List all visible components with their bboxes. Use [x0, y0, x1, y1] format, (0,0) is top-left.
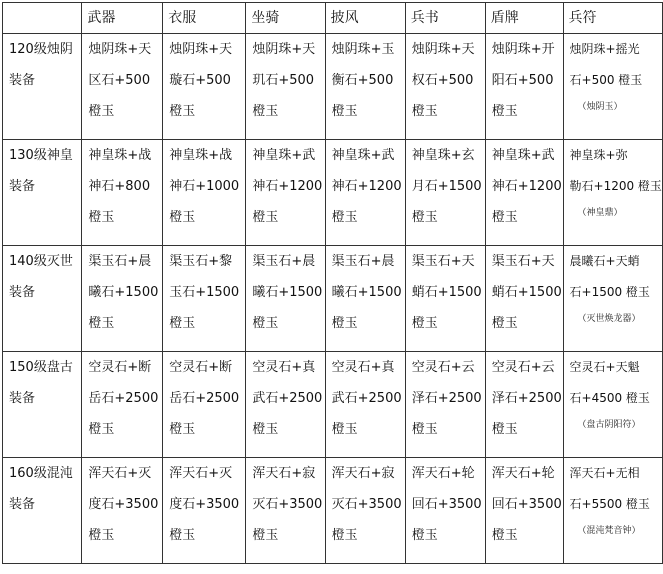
cell-token [563, 352, 662, 458]
cell-line: 烛阴珠+天 [88, 42, 152, 57]
cell-line: 浑天石+灭 [88, 466, 152, 481]
row-header-line: 160级混沌 [9, 466, 73, 481]
cell-cloak [325, 458, 405, 564]
cell-token [563, 458, 662, 564]
cell-line: 泽石+2500 [491, 391, 562, 406]
cell-line: 橙玉 [88, 422, 115, 437]
cell-line: 空灵石+断 [88, 360, 152, 375]
cell-line: 神石+1200 [331, 179, 402, 194]
cell-clothes [163, 246, 246, 352]
cell-line: 神皇珠+战 [88, 148, 152, 163]
table-row [3, 34, 663, 140]
cell-line: 渠玉石+晨 [252, 254, 316, 269]
row-header-line: 140级灭世 [9, 254, 73, 269]
cell-clothes [163, 140, 246, 246]
cell-line: 回石+3500 [411, 497, 482, 512]
cell-line: 烛阴珠+天 [252, 42, 316, 57]
column-header-cloak: 披风 [325, 3, 405, 34]
cell-line: 橙玉 [169, 528, 196, 543]
cell-line: 烛阴珠+天 [411, 42, 475, 57]
column-header-corner [3, 3, 82, 34]
row-header [3, 140, 82, 246]
cell-line: 石+1500 橙玉 [569, 285, 650, 299]
cell-line: 橙玉 [331, 104, 358, 119]
cell-line: 回石+3500 [491, 497, 562, 512]
cell-line: 橙玉 [491, 210, 518, 225]
cell-line: 岳石+2500 [88, 391, 159, 406]
item-note: （灭世焕龙器） [577, 314, 641, 324]
cell-line: 橙玉 [491, 422, 518, 437]
cell-line: 神皇珠+武 [491, 148, 555, 163]
cell-line: 神皇珠+战 [169, 148, 233, 163]
cell-line: 渠玉石+天 [411, 254, 475, 269]
cell-line: 橙玉 [252, 316, 279, 331]
cell-book [405, 458, 485, 564]
cell-line: 橙玉 [169, 104, 196, 119]
cell-line: 橙玉 [411, 422, 438, 437]
cell-line: 橙玉 [331, 422, 358, 437]
cell-mount [246, 458, 325, 564]
cell-line: 度石+3500 [169, 497, 240, 512]
cell-line: 曦石+1500 [331, 285, 402, 300]
cell-line: 渠玉石+晨 [88, 254, 152, 269]
cell-weapon [82, 140, 163, 246]
cell-line: 蛸石+1500 [491, 285, 562, 300]
cell-book [405, 352, 485, 458]
cell-line: 橙玉 [252, 422, 279, 437]
equipment-upgrade-table [2, 2, 663, 564]
row-header [3, 458, 82, 564]
header-row [3, 3, 663, 34]
cell-line: 衡石+500 [331, 73, 394, 88]
cell-line: 浑天石+轮 [411, 466, 475, 481]
row-header-line: 装备 [9, 179, 36, 194]
cell-line: 武石+2500 [252, 391, 323, 406]
cell-line: 神皇珠+武 [252, 148, 316, 163]
cell-line: 浑天石+灭 [169, 466, 233, 481]
table-row [3, 458, 663, 564]
cell-line: 石+4500 橙玉 [569, 391, 650, 405]
cell-line: 石+500 橙玉 [569, 73, 643, 87]
cell-line: 橙玉 [88, 316, 115, 331]
cell-line: 曦石+1500 [88, 285, 159, 300]
cell-line: 橙玉 [331, 210, 358, 225]
cell-book [405, 140, 485, 246]
cell-line: 浑天石+无相 [569, 466, 640, 480]
cell-line: 武石+2500 [331, 391, 402, 406]
row-header-line: 装备 [9, 497, 36, 512]
cell-book [405, 246, 485, 352]
cell-token [563, 34, 662, 140]
cell-line: 橙玉 [331, 316, 358, 331]
column-header-shield: 盾牌 [485, 3, 563, 34]
cell-weapon [82, 34, 163, 140]
column-header-token: 兵符 [563, 3, 662, 34]
cell-shield [485, 458, 563, 564]
cell-line: 神皇珠+武 [331, 148, 395, 163]
row-header [3, 246, 82, 352]
cell-weapon [82, 352, 163, 458]
cell-book [405, 34, 485, 140]
cell-token [563, 246, 662, 352]
cell-weapon [82, 246, 163, 352]
cell-line: 浑天石+寂 [331, 466, 395, 481]
item-note: （神皇鼎） [577, 208, 623, 218]
cell-line: 烛阴珠+玉 [331, 42, 395, 57]
cell-line: 橙玉 [411, 210, 438, 225]
cell-line: 泽石+2500 [411, 391, 482, 406]
cell-line: 玉石+1500 [169, 285, 240, 300]
cell-line: 浑天石+寂 [252, 466, 316, 481]
cell-line: 灭石+3500 [252, 497, 323, 512]
cell-line: 度石+3500 [88, 497, 159, 512]
cell-line: 橙玉 [252, 528, 279, 543]
cell-mount [246, 246, 325, 352]
cell-shield [485, 34, 563, 140]
row-header-line: 装备 [9, 391, 36, 406]
cell-line: 橙玉 [169, 316, 196, 331]
row-header-line: 130级神皇 [9, 148, 73, 163]
cell-line: 灭石+3500 [331, 497, 402, 512]
cell-line: 空灵石+云 [411, 360, 475, 375]
cell-cloak [325, 352, 405, 458]
cell-mount [246, 34, 325, 140]
cell-line: 橙玉 [491, 104, 518, 119]
cell-clothes [163, 34, 246, 140]
cell-line: 橙玉 [169, 422, 196, 437]
row-header-line: 装备 [9, 73, 36, 88]
cell-mount [246, 352, 325, 458]
cell-line: 渠玉石+天 [491, 254, 555, 269]
cell-line: 玑石+500 [252, 73, 315, 88]
table-row [3, 352, 663, 458]
row-header-line: 装备 [9, 285, 36, 300]
cell-line: 区石+500 [88, 73, 151, 88]
cell-clothes [163, 352, 246, 458]
item-note: （盘古阴阳符） [577, 420, 641, 430]
cell-line: 渠玉石+晨 [331, 254, 395, 269]
cell-line: 橙玉 [88, 528, 115, 543]
cell-line: 空灵石+断 [169, 360, 233, 375]
column-header-clothes: 衣服 [163, 3, 246, 34]
cell-line: 橙玉 [88, 104, 115, 119]
cell-line: 神石+1200 [252, 179, 323, 194]
cell-line: 阳石+500 [491, 73, 554, 88]
cell-shield [485, 352, 563, 458]
cell-line: 橙玉 [411, 104, 438, 119]
cell-line: 晨曦石+天蛸 [569, 254, 640, 268]
cell-line: 橙玉 [169, 210, 196, 225]
cell-line: 璇石+500 [169, 73, 231, 88]
cell-line: 石+5500 橙玉 [569, 497, 650, 511]
cell-shield [485, 246, 563, 352]
row-header-line: 120级烛阴 [9, 42, 73, 57]
cell-mount [246, 140, 325, 246]
cell-line: 橙玉 [411, 528, 438, 543]
cell-line: 神皇珠+弥 [569, 148, 628, 162]
cell-cloak [325, 34, 405, 140]
column-header-book: 兵书 [405, 3, 485, 34]
cell-line: 权石+500 [411, 73, 474, 88]
table-row [3, 140, 663, 246]
cell-token [563, 140, 662, 246]
cell-line: 橙玉 [331, 528, 358, 543]
cell-line: 橙玉 [88, 210, 115, 225]
cell-line: 空灵石+天魁 [569, 360, 640, 374]
cell-cloak [325, 246, 405, 352]
cell-line: 神皇珠+玄 [411, 148, 475, 163]
item-note: （混沌梵音钟） [577, 526, 641, 536]
cell-line: 勒石+1200 橙玉 [569, 179, 662, 193]
row-header [3, 352, 82, 458]
row-header [3, 34, 82, 140]
cell-weapon [82, 458, 163, 564]
cell-line: 空灵石+真 [252, 360, 316, 375]
cell-line: 橙玉 [252, 104, 279, 119]
item-note: （烛阴玉） [577, 102, 623, 112]
cell-line: 蛸石+1500 [411, 285, 482, 300]
cell-clothes [163, 458, 246, 564]
table-body [3, 3, 663, 564]
cell-line: 月石+1500 [411, 179, 482, 194]
cell-line: 橙玉 [411, 316, 438, 331]
row-header-line: 150级盘古 [9, 360, 73, 375]
cell-line: 橙玉 [491, 528, 518, 543]
cell-line: 橙玉 [252, 210, 279, 225]
cell-line: 烛阴珠+天 [169, 42, 233, 57]
column-header-mount: 坐骑 [246, 3, 325, 34]
cell-line: 橙玉 [491, 316, 518, 331]
cell-line: 神石+800 [88, 179, 151, 194]
cell-line: 神石+1000 [169, 179, 240, 194]
cell-line: 渠玉石+黎 [169, 254, 233, 269]
cell-line: 空灵石+云 [491, 360, 555, 375]
cell-line: 曦石+1500 [252, 285, 323, 300]
cell-line: 神石+1200 [491, 179, 562, 194]
cell-cloak [325, 140, 405, 246]
cell-line: 烛阴珠+摇光 [569, 42, 640, 56]
cell-line: 浑天石+轮 [491, 466, 555, 481]
table-row [3, 246, 663, 352]
cell-line: 岳石+2500 [169, 391, 240, 406]
cell-line: 烛阴珠+开 [491, 42, 555, 57]
cell-shield [485, 140, 563, 246]
cell-line: 空灵石+真 [331, 360, 395, 375]
column-header-weapon: 武器 [82, 3, 163, 34]
